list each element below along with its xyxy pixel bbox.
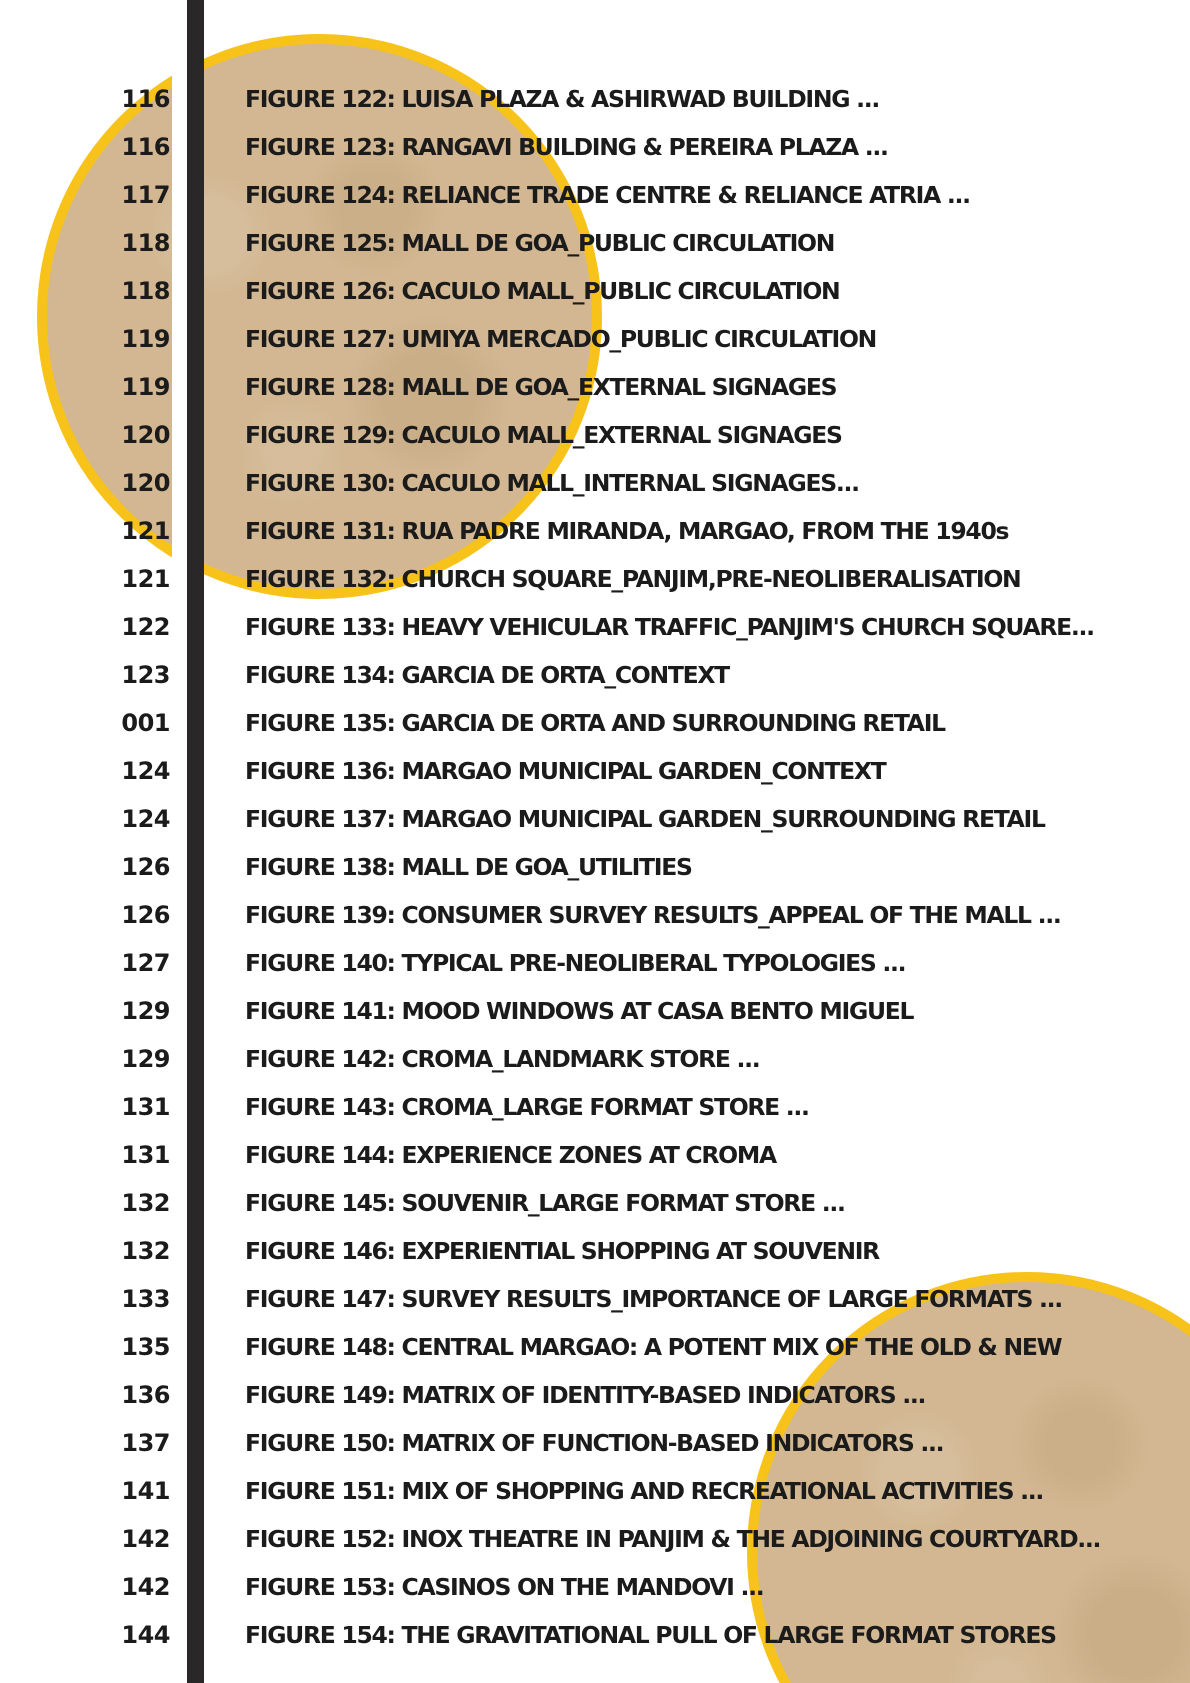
list-item[interactable]: [0, 372, 1190, 402]
page-number: 120: [121, 421, 170, 449]
decorative-circle-top: [37, 34, 602, 599]
list-item[interactable]: [0, 900, 1190, 930]
list-item[interactable]: [0, 1092, 1190, 1122]
page-number: 141: [121, 1477, 170, 1505]
page-number: 129: [121, 997, 170, 1025]
figure-title: FIGURE 152: INOX THEATRE IN PANJIM & THE ADJOINING COURTYARD...: [245, 1525, 1101, 1553]
page-number: 118: [121, 229, 170, 257]
list-item[interactable]: [0, 1380, 1190, 1410]
page-number: 126: [121, 853, 170, 881]
list-item[interactable]: [0, 1140, 1190, 1170]
figure-title: FIGURE 144: EXPERIENCE ZONES AT CROMA: [245, 1141, 776, 1169]
list-item[interactable]: [0, 1044, 1190, 1074]
page-number: 142: [121, 1525, 170, 1553]
figure-title: FIGURE 136: MARGAO MUNICIPAL GARDEN_CONTEXT: [245, 757, 886, 785]
page-number: 131: [121, 1093, 170, 1121]
page-number: 120: [121, 469, 170, 497]
figure-title: FIGURE 137: MARGAO MUNICIPAL GARDEN_SURROUNDING RETAIL: [245, 805, 1045, 833]
list-item[interactable]: [0, 132, 1190, 162]
list-item[interactable]: [0, 1572, 1190, 1602]
figure-title: FIGURE 130: CACULO MALL_INTERNAL SIGNAGES...: [245, 469, 859, 497]
page-number: 144: [121, 1621, 170, 1649]
list-item[interactable]: [0, 468, 1190, 498]
list-item[interactable]: [0, 948, 1190, 978]
figure-title: FIGURE 151: MIX OF SHOPPING AND RECREATIONAL ACTIVITIES ...: [245, 1477, 1044, 1505]
figure-title: FIGURE 139: CONSUMER SURVEY RESULTS_APPEAL OF THE MALL ...: [245, 901, 1061, 929]
figure-title: FIGURE 134: GARCIA DE ORTA_CONTEXT: [245, 661, 729, 689]
page-number: 119: [121, 373, 170, 401]
figure-title: FIGURE 127: UMIYA MERCADO_PUBLIC CIRCULATION: [245, 325, 877, 353]
list-item[interactable]: [0, 852, 1190, 882]
figure-title: FIGURE 154: THE GRAVITATIONAL PULL OF LARGE FORMAT STORES: [245, 1621, 1056, 1649]
page-number: 119: [121, 325, 170, 353]
page-number: 123: [121, 661, 170, 689]
figure-title: FIGURE 124: RELIANCE TRADE CENTRE & RELIANCE ATRIA ...: [245, 181, 970, 209]
figure-title: FIGURE 149: MATRIX OF IDENTITY-BASED INDICATORS ...: [245, 1381, 926, 1409]
list-item[interactable]: [0, 324, 1190, 354]
figure-title: FIGURE 146: EXPERIENTIAL SHOPPING AT SOUVENIR: [245, 1237, 879, 1265]
figure-title: FIGURE 132: CHURCH SQUARE_PANJIM,PRE-NEOLIBERALISATION: [245, 565, 1021, 593]
list-item[interactable]: [0, 708, 1190, 738]
list-item[interactable]: [0, 564, 1190, 594]
list-item[interactable]: [0, 1620, 1190, 1650]
page-number: 142: [121, 1573, 170, 1601]
page-number: 116: [121, 133, 170, 161]
page-number: 132: [121, 1237, 170, 1265]
page-number: 127: [121, 949, 170, 977]
figure-title: FIGURE 133: HEAVY VEHICULAR TRAFFIC_PANJIM'S CHURCH SQUARE...: [245, 613, 1094, 641]
page-number: 135: [121, 1333, 170, 1361]
page-number: 118: [121, 277, 170, 305]
figure-title: FIGURE 122: LUISA PLAZA & ASHIRWAD BUILDING ...: [245, 85, 879, 113]
figure-title: FIGURE 141: MOOD WINDOWS AT CASA BENTO MIGUEL: [245, 997, 914, 1025]
page-number: 132: [121, 1189, 170, 1217]
list-item[interactable]: [0, 1428, 1190, 1458]
figure-title: FIGURE 126: CACULO MALL_PUBLIC CIRCULATION: [245, 277, 840, 305]
list-item[interactable]: [0, 180, 1190, 210]
list-item[interactable]: [0, 420, 1190, 450]
list-item[interactable]: [0, 1188, 1190, 1218]
list-item[interactable]: [0, 1476, 1190, 1506]
page-number: 121: [121, 565, 170, 593]
figure-title: FIGURE 140: TYPICAL PRE-NEOLIBERAL TYPOLOGIES ...: [245, 949, 906, 977]
page-number: 122: [121, 613, 170, 641]
page-number: 124: [121, 805, 170, 833]
page-number: 124: [121, 757, 170, 785]
page-number: 133: [121, 1285, 170, 1313]
page-number: 129: [121, 1045, 170, 1073]
figure-title: FIGURE 143: CROMA_LARGE FORMAT STORE ...: [245, 1093, 809, 1121]
list-item[interactable]: [0, 1524, 1190, 1554]
list-item[interactable]: [0, 84, 1190, 114]
page-number: 117: [121, 181, 170, 209]
list-item[interactable]: [0, 1332, 1190, 1362]
page-number: 116: [121, 85, 170, 113]
figure-title: FIGURE 129: CACULO MALL_EXTERNAL SIGNAGES: [245, 421, 842, 449]
list-item[interactable]: [0, 276, 1190, 306]
list-item[interactable]: [0, 516, 1190, 546]
list-item[interactable]: [0, 228, 1190, 258]
list-item[interactable]: [0, 996, 1190, 1026]
page-number: 136: [121, 1381, 170, 1409]
list-item[interactable]: [0, 1284, 1190, 1314]
page-number: 137: [121, 1429, 170, 1457]
figure-title: FIGURE 138: MALL DE GOA_UTILITIES: [245, 853, 692, 881]
list-item[interactable]: [0, 1236, 1190, 1266]
page-number: 001: [121, 709, 170, 737]
figure-title: FIGURE 135: GARCIA DE ORTA AND SURROUNDING RETAIL: [245, 709, 945, 737]
figure-title: FIGURE 125: MALL DE GOA_PUBLIC CIRCULATION: [245, 229, 835, 257]
figure-title: FIGURE 148: CENTRAL MARGAO: A POTENT MIX OF THE OLD & NEW: [245, 1333, 1062, 1361]
figure-title: FIGURE 142: CROMA_LANDMARK STORE ...: [245, 1045, 760, 1073]
page-number: 131: [121, 1141, 170, 1169]
figure-title: FIGURE 131: RUA PADRE MIRANDA, MARGAO, FROM THE 1940s: [245, 517, 1009, 545]
list-item[interactable]: [0, 612, 1190, 642]
list-item[interactable]: [0, 756, 1190, 786]
figure-title: FIGURE 150: MATRIX OF FUNCTION-BASED INDICATORS ...: [245, 1429, 944, 1457]
figure-title: FIGURE 147: SURVEY RESULTS_IMPORTANCE OF LARGE FORMATS ...: [245, 1285, 1062, 1313]
list-item[interactable]: [0, 660, 1190, 690]
page-number: 126: [121, 901, 170, 929]
figure-title: FIGURE 128: MALL DE GOA_EXTERNAL SIGNAGES: [245, 373, 837, 401]
list-item[interactable]: [0, 804, 1190, 834]
figure-title: FIGURE 123: RANGAVI BUILDING & PEREIRA PLAZA ...: [245, 133, 888, 161]
figure-title: FIGURE 153: CASINOS ON THE MANDOVI ...: [245, 1573, 764, 1601]
page-number: 121: [121, 517, 170, 545]
figure-title: FIGURE 145: SOUVENIR_LARGE FORMAT STORE ...: [245, 1189, 845, 1217]
